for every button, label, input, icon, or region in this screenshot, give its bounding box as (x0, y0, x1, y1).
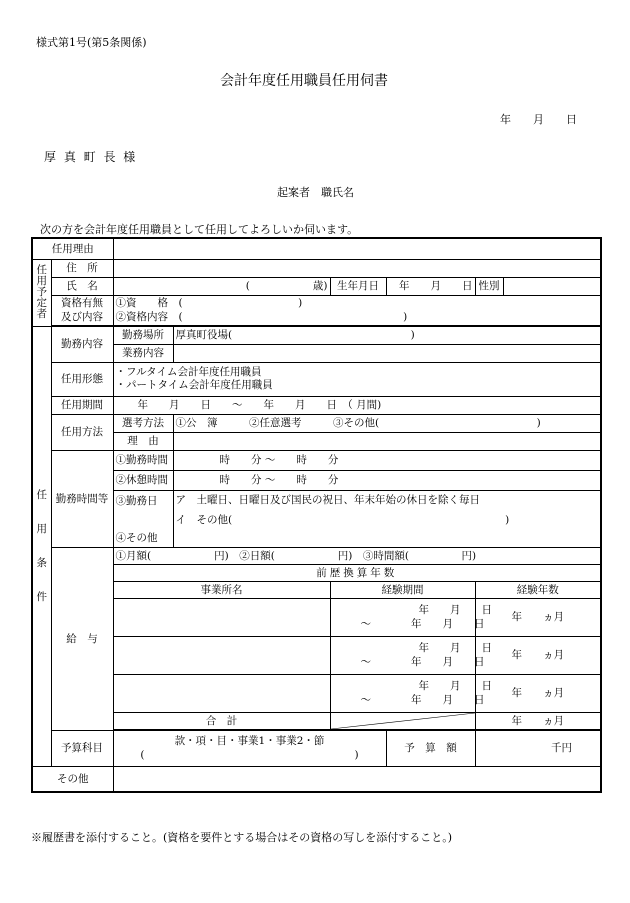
workday-option-i[interactable]: イ その他( ) (173, 510, 601, 530)
experience-years-cell[interactable]: 年 ヵ月 (475, 674, 601, 712)
sex-field[interactable] (503, 277, 601, 295)
hours-2-field[interactable]: 時 分 〜 時 分 (173, 470, 601, 490)
total-label: 合 計 (113, 712, 330, 729)
workplace-field[interactable]: 厚真町役場( ) (173, 326, 601, 344)
budget-item-field[interactable]: 款・項・目・事業1・事業2・節 ( ) (113, 730, 386, 766)
birthdate-label: 生年月日 (330, 277, 386, 295)
budget-amount-field[interactable]: 千円 (475, 730, 601, 766)
hours-2-label: ②休憩時間 (113, 470, 173, 490)
employment-type-field[interactable]: ・フルタイム会計年度任用職員 ・パートタイム会計年度任用職員 (113, 362, 601, 396)
address-label: 住 所 (51, 259, 113, 277)
footnote: ※履歴書を添付すること。(資格を要件とする場合はその資格の写しを添付すること。) (31, 831, 453, 844)
birthdate-field[interactable]: 年 月 日 (386, 277, 475, 295)
pay-amounts-field[interactable]: ①月額( 円) ②日額( 円) ③時間額( 円) (113, 547, 601, 564)
work-content-label: 勤務内容 (51, 326, 113, 362)
other-label: その他 (32, 766, 113, 792)
other-hours-field[interactable] (173, 530, 601, 547)
document-title: 会計年度任用職員任用伺書 (220, 73, 388, 89)
total-years-cell[interactable]: 年 ヵ月 (475, 712, 601, 729)
office-name-header: 事業所名 (113, 581, 330, 598)
hours-1-field[interactable]: 時 分 〜 時 分 (173, 450, 601, 470)
reason-field[interactable] (113, 238, 601, 259)
other-field[interactable] (113, 766, 601, 792)
experience-years-cell[interactable]: 年 ヵ月 (475, 636, 601, 674)
office-name-cell[interactable] (113, 636, 330, 674)
duties-field[interactable] (173, 344, 601, 362)
experience-period-header: 経験期間 (330, 581, 475, 598)
method-reason-label: 理 由 (113, 432, 173, 450)
experience-years-cell[interactable]: 年 ヵ月 (475, 598, 601, 636)
experience-period-cell[interactable]: 年 月 日 〜 年 月 日 (330, 636, 475, 674)
workday-label: ③勤務日 (113, 490, 173, 530)
reason-label: 任用理由 (32, 238, 113, 259)
experience-period-cell[interactable]: 年 月 日 〜 年 月 日 (330, 674, 475, 712)
prior-experience-label: 前歴換算年数 (113, 564, 601, 581)
experience-years-header: 経験年数 (475, 581, 601, 598)
pay-label: 給 与 (51, 547, 113, 730)
name-label: 氏 名 (51, 277, 113, 295)
selection-field[interactable]: ①公 簿 ②任意選考 ③その他( ) (173, 414, 601, 432)
workplace-label: 勤務場所 (113, 326, 173, 344)
form-number-label: 様式第1号(第5条関係) (36, 36, 147, 49)
duties-label: 業務内容 (113, 344, 173, 362)
period-field[interactable]: 年 月 日 〜 年 月 日 （ 月間) (113, 396, 601, 414)
intro-text: 次の方を会計年度任用職員として任用してよろしいか伺います。 (40, 223, 359, 236)
sex-label: 性別 (475, 277, 503, 295)
employment-type-label: 任用形態 (51, 362, 113, 396)
budget-item-label: 予算科目 (51, 730, 113, 766)
work-hours-label: 勤務時間等 (51, 450, 113, 547)
workday-option-a[interactable]: ア 土曜日、日曜日及び国民の祝日、年末年始の休日を除く毎日 (173, 490, 601, 510)
hours-1-label: ①勤務時間 (113, 450, 173, 470)
budget-amount-label: 予 算 額 (386, 730, 475, 766)
selection-label: 選考方法 (113, 414, 173, 432)
proposer-line: 起案者 職氏名 (277, 186, 354, 199)
method-reason-field[interactable] (173, 432, 601, 450)
qualification-label: 資格有無 及び内容 (51, 295, 113, 325)
total-period-diagonal (330, 712, 475, 729)
address-field[interactable] (113, 259, 601, 277)
age-field[interactable]: ( 歳) (113, 277, 330, 295)
period-label: 任用期間 (51, 396, 113, 414)
experience-period-cell[interactable]: 年 月 日 〜 年 月 日 (330, 598, 475, 636)
qualification-field[interactable]: ①資 格 ( ) ②資格内容 ( ) (113, 295, 601, 325)
office-name-cell[interactable] (113, 674, 330, 712)
office-name-cell[interactable] (113, 598, 330, 636)
addressee: 厚 真 町 長 様 (44, 150, 138, 164)
conditions-label: 任用条件 (32, 326, 51, 766)
application-form-table (31, 237, 602, 793)
date-line: 年 月 日 (500, 113, 577, 126)
other-hours-label: ④その他 (113, 530, 173, 547)
method-label: 任用方法 (51, 414, 113, 450)
planned-person-label: 任用予定者 (32, 259, 51, 326)
